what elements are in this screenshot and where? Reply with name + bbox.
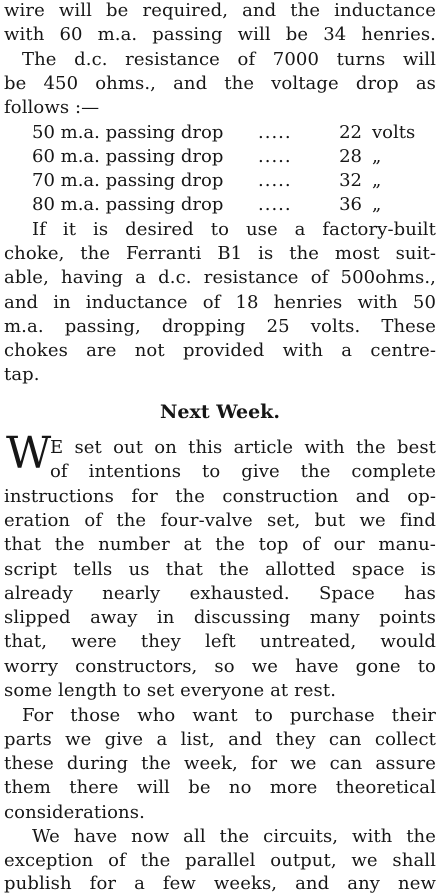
text-line: For those who want to purchase their: [22, 705, 436, 726]
table-row: [32, 170, 412, 192]
table-cell-label: 80 m.a. passing drop: [32, 194, 224, 215]
table-row: [32, 146, 412, 168]
text-line: wire will be required, and the inductance: [4, 0, 436, 21]
text-line: them there will be no more theoretical: [4, 777, 436, 798]
text-line: tap.: [4, 364, 40, 385]
text-line: these during the week, for we can assure: [4, 753, 436, 774]
table-cell-unit: volts: [372, 122, 416, 143]
text-line: We have now all the circuits, with the: [32, 826, 436, 847]
text-line: script tells us that the allotted space is: [4, 559, 436, 580]
text-line: slipped away in discussing many points: [4, 607, 436, 628]
text-line: with 60 m.a. passing will be 34 henries.: [4, 24, 436, 45]
section-heading: Next Week.: [160, 401, 280, 423]
table-cell-dots: .....: [258, 146, 292, 167]
text-line: choke, the Ferranti B1 is the most suit-: [4, 243, 436, 264]
table-cell-unit: „: [372, 170, 382, 191]
table-cell-dots: .....: [258, 194, 292, 215]
text-line: E set out on this article with the best: [50, 437, 436, 458]
text-line: eration of the four-valve set, but we find: [4, 510, 436, 531]
text-line: that, were they left untreated, would: [4, 631, 436, 652]
text-line: be 450 ohms., and the voltage drop as: [4, 73, 436, 94]
table-cell-value: 32: [339, 170, 362, 191]
text-line: exception of the parallel output, we shall: [4, 850, 436, 871]
table-cell-value: 22: [339, 122, 362, 143]
table-cell-dots: .....: [258, 122, 292, 143]
text-line: some length to set everyone at rest.: [4, 680, 337, 701]
text-line: instructions for the construction and op-: [4, 486, 436, 507]
text-line: chokes are not provided with a centre-: [4, 340, 436, 361]
drop-cap: W: [6, 428, 52, 479]
table-cell-label: 70 m.a. passing drop: [32, 170, 224, 191]
text-line: of intentions to give the complete: [50, 461, 436, 482]
text-line: already nearly exhausted. Space has: [4, 583, 436, 604]
table-cell-value: 36: [339, 194, 362, 215]
table-cell-dots: .....: [258, 170, 292, 191]
text-line: If it is desired to use a factory-built: [32, 219, 436, 240]
text-line: parts we give a list, and they can collect: [4, 729, 436, 750]
text-line: that the number at the top of our manu-: [4, 534, 436, 555]
text-line: m.a. passing, dropping 25 volts. These: [4, 316, 436, 337]
text-line: follows :—: [4, 97, 100, 118]
text-line: publish for a few weeks, and any new: [4, 873, 436, 894]
table-row: [32, 122, 416, 144]
text-line: considerations.: [4, 802, 145, 823]
table-cell-value: 28: [339, 146, 362, 167]
table-cell-label: 50 m.a. passing drop: [32, 122, 224, 143]
table-cell-unit: „: [372, 146, 382, 167]
text-line: and in inductance of 18 henries with 50: [4, 292, 436, 313]
table-row: [32, 194, 412, 216]
table-cell-label: 60 m.a. passing drop: [32, 146, 224, 167]
text-line: worry constructors, so we have gone to: [4, 656, 436, 677]
text-line: The d.c. resistance of 7000 turns will: [22, 49, 436, 70]
text-line: able, having a d.c. resistance of 500ohms.,: [4, 267, 436, 288]
table-cell-unit: „: [372, 194, 382, 215]
